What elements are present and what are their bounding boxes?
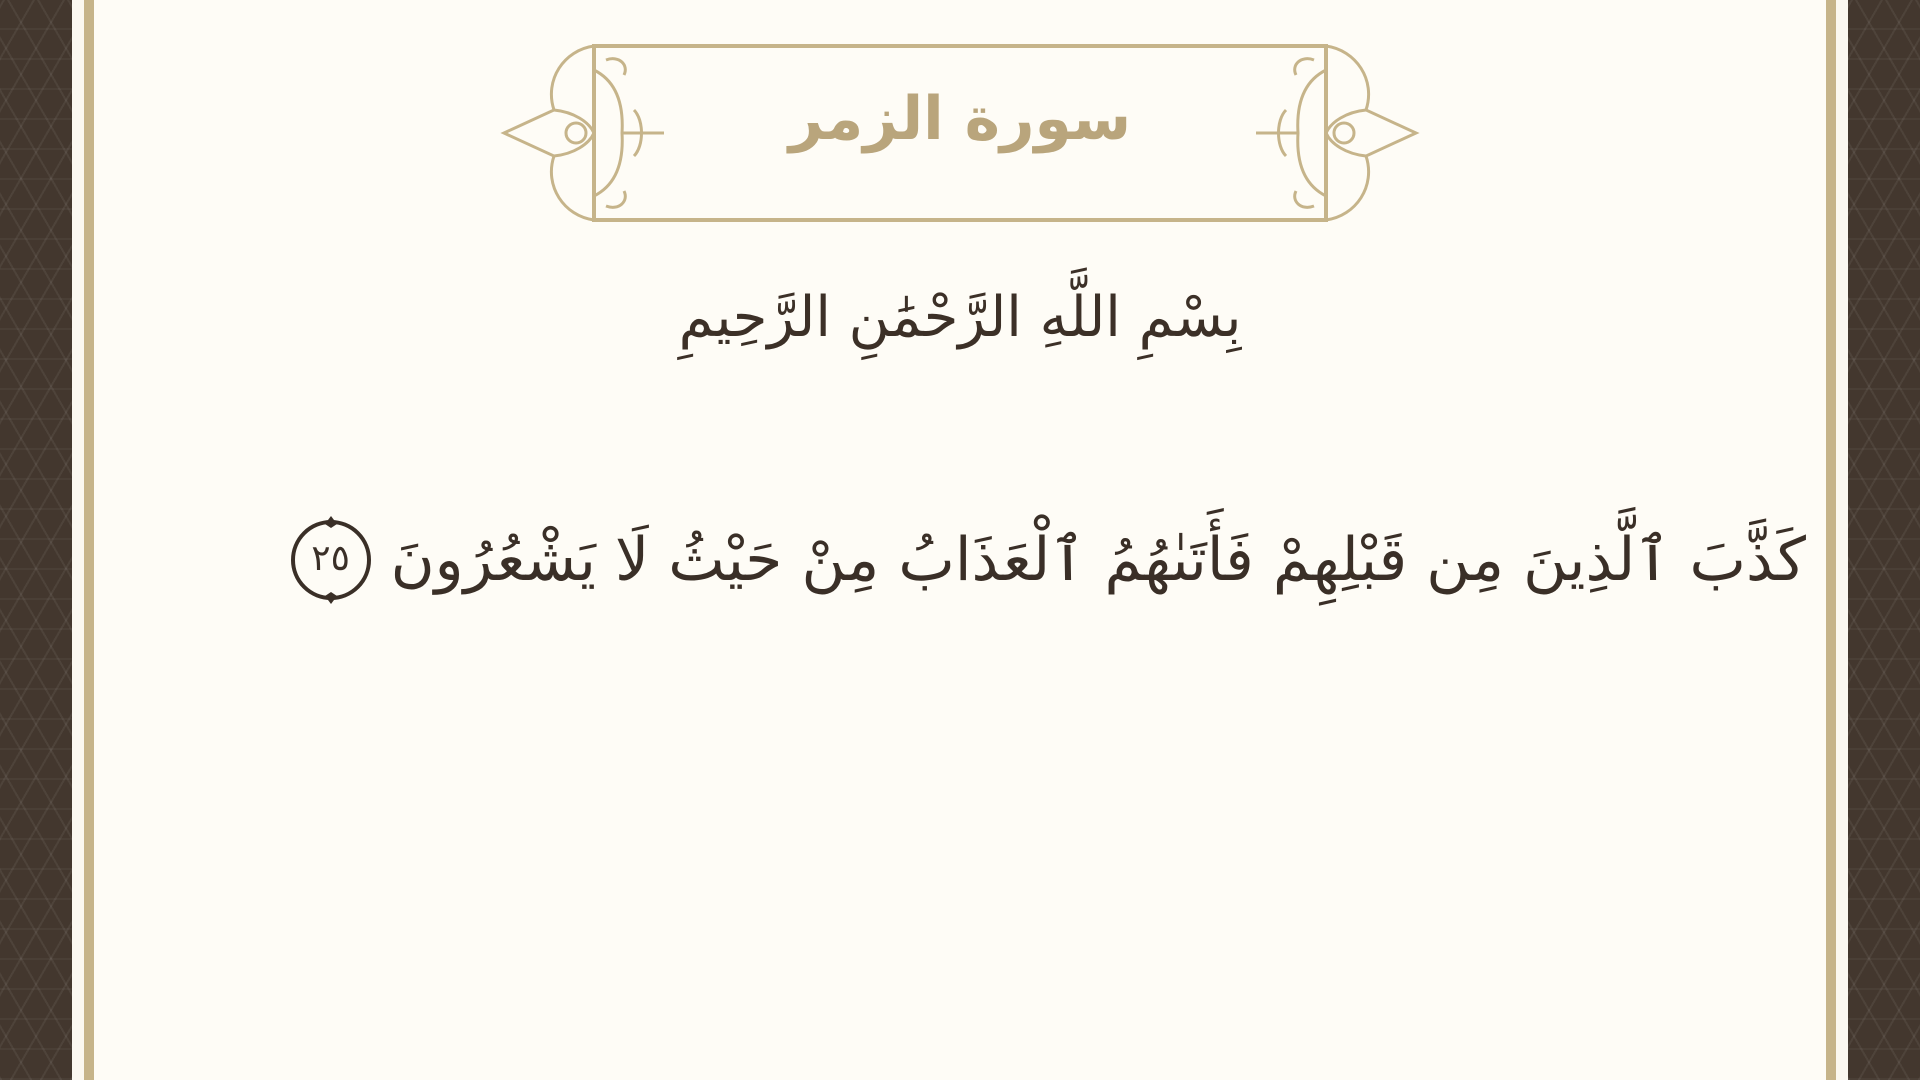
left-gold-rule <box>84 0 94 1080</box>
right-inner-margin <box>1836 0 1848 1080</box>
right-gold-rule <box>1826 0 1836 1080</box>
verse-text: كَذَّبَ ٱلَّذِينَ مِن قَبْلِهِمْ فَأَتَىٰهُمُ ٱلْعَذَابُ مِنْ حَيْثُ لَا يَشْعُرُونَ <box>390 525 1806 595</box>
verse-line <box>290 510 1806 610</box>
verse-end-marker <box>285 514 377 606</box>
page-content <box>94 0 1826 1080</box>
verse-number: ٢٥ <box>311 538 350 579</box>
left-inner-margin <box>72 0 84 1080</box>
right-ornamental-border <box>1848 0 1920 1080</box>
left-ornamental-border <box>0 0 72 1080</box>
surah-title: سورة الزمر <box>788 84 1132 154</box>
surah-header-frame <box>494 40 1426 226</box>
basmala-calligraphy: بِسْمِ اللَّهِ الرَّحْمَٰنِ الرَّحِيمِ <box>678 285 1242 350</box>
